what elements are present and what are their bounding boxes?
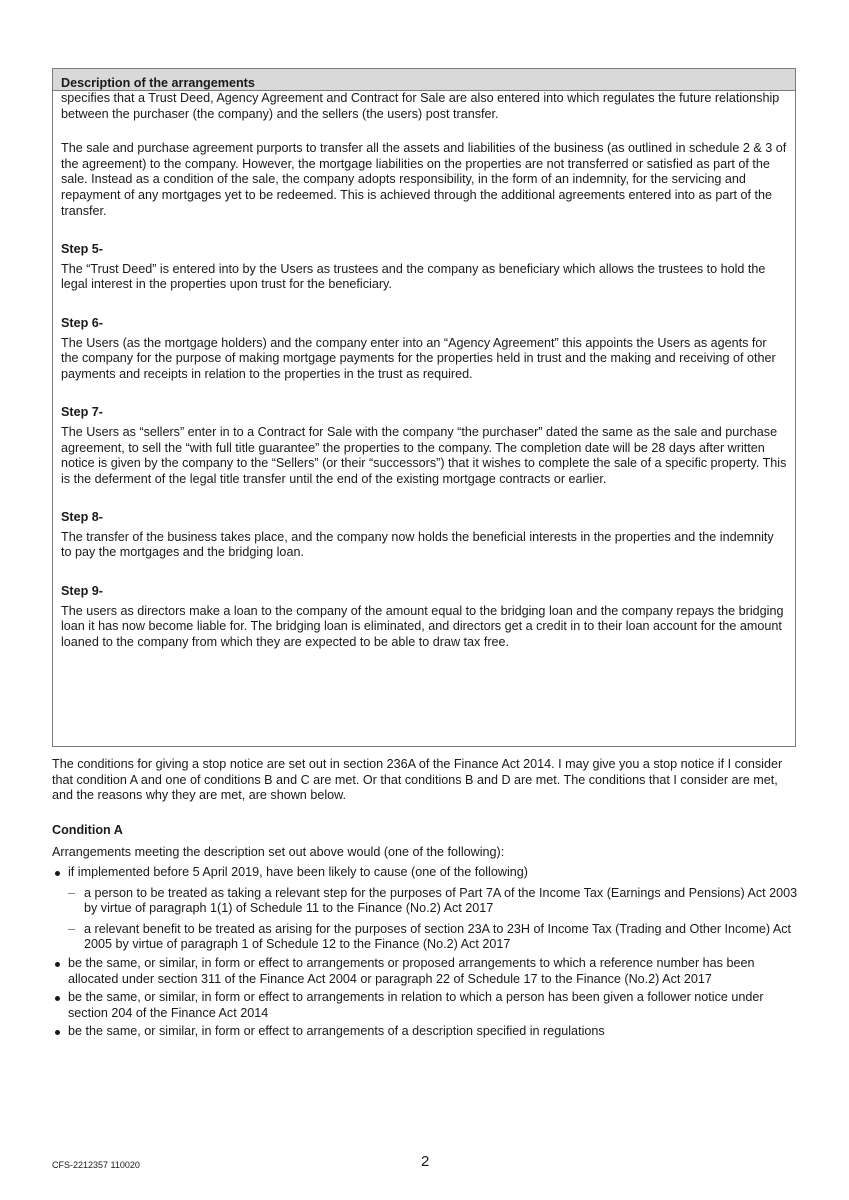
step-7-text: The Users as “sellers” enter in to a Contract for Sale with the company “the purchaser” dated the same as the sale and purchase agreement, to sell the “with full title guarantee” the properties to the company. The completion date will be 28 days after written notice is given by the company to the “Sellers” (or their “successors”) that it wishes to complete the sale of a specific property. This is the deferment of the legal title transfer until the end of the existing mortgage contracts or earlier. xyxy=(61,424,787,486)
sub-list xyxy=(68,886,802,953)
box-header: Description of the arrangements xyxy=(53,69,795,91)
step-8-text: The transfer of the business takes place, and the company now holds the beneficial interests in the properties and the indemnity to pay the mortgages and the bridging loan. xyxy=(61,529,774,560)
step-5-title: Step 5- xyxy=(61,242,103,257)
sub-list-item: – a relevant benefit to be treated as arising for the purposes of section 23A to 23H of Income Tax (Trading and Other Income) Act 2005 by virtue of paragraph 1 of Schedule 12 to the Finance (No.2) Act 2017 xyxy=(68,922,802,953)
list-item-text: if implemented before 5 April 2019, have been likely to cause (one of the following) xyxy=(68,864,528,879)
conditions-section xyxy=(52,757,802,1040)
footer-reference: CFS-2212357 110020 xyxy=(52,1160,140,1170)
step-6-title: Step 6- xyxy=(61,315,103,330)
condition-a-intro: Arrangements meeting the description set out above would (one of the following): xyxy=(52,845,505,860)
list-item: be the same, or similar, in form or effect to arrangements of a description specified in regulations xyxy=(52,1024,802,1040)
sub-list-item: – a person to be treated as taking a relevant step for the purposes of Part 7A of the Income Tax (Earnings and Pensions) Act 2003 by virtue of paragraph 1(1) of Schedule 11 to the Finance (No.2) Act 2017 xyxy=(68,886,802,917)
step-8-title: Step 8- xyxy=(61,510,103,525)
step-7-title: Step 7- xyxy=(61,405,103,420)
page-number: 2 xyxy=(421,1153,430,1170)
step-9-text: The users as directors make a loan to the company of the amount equal to the bridging loan and the company repays the bridging loan it has now become liable for. The bridging loan is eliminated, and directors get a credit in to their loan account for the amount loaned to the company from which they are expected to be able to draw tax free. xyxy=(61,603,784,649)
list-item xyxy=(52,865,802,953)
step-6-text: The Users (as the mortgage holders) and the company enter into an “Agency Agreement” this appoints the Users as agents for the company for the purpose of making mortgage payments for the properties held in trust and the making and receiving of other payments and receipts in relation to the properties in the trust as required. xyxy=(61,335,776,381)
condition-a-list xyxy=(52,865,802,1040)
box-body xyxy=(53,91,795,650)
list-item: be the same, or similar, in form or effect to arrangements in relation to which a person has been given a follower notice under section 204 of the Finance Act 2014 xyxy=(52,990,802,1021)
paragraph-sale-agreement: The sale and purchase agreement purports to transfer all the assets and liabilities of the business (as outlined in schedule 2 & 3 of the agreement) to the company. However, the mortgage liabilities on the properties are not transferred or satisfied as part of the sale. Instead as a condition of the sale, the company adopts responsibility, in the form of an indemnity, for the servicing and repayment of any mortgages yet to be redeemed. This is achieved through the additional agreements entered into as part of the transfer. xyxy=(61,141,787,218)
conditions-intro: The conditions for giving a stop notice are set out in section 236A of the Finance Act 2014. I may give you a stop notice if I consider that condition A and one of conditions B and C are met. Or that conditions B and D are met. The conditions that I consider are met, and the reasons why they are met, are shown below. xyxy=(52,757,783,803)
arrangements-description-box xyxy=(52,68,796,747)
condition-a-title: Condition A xyxy=(52,822,123,837)
step-9-title: Step 9- xyxy=(61,584,103,599)
paragraph-continued: specifies that a Trust Deed, Agency Agreement and Contract for Sale are also entered into which regulates the future relationship between the purchaser (the company) and the sellers (the users) post transfer. xyxy=(61,91,780,121)
list-item: be the same, or similar, in form or effect to arrangements or proposed arrangements to which a reference number has been allocated under section 311 of the Finance Act 2004 or paragraph 22 of Schedule 17 to the Finance (No.2) Act 2017 xyxy=(52,956,802,987)
step-5-text: The “Trust Deed” is entered into by the Users as trustees and the company as beneficiary which allows the trustees to hold the legal interest in the properties upon trust for the beneficiary. xyxy=(61,261,766,292)
